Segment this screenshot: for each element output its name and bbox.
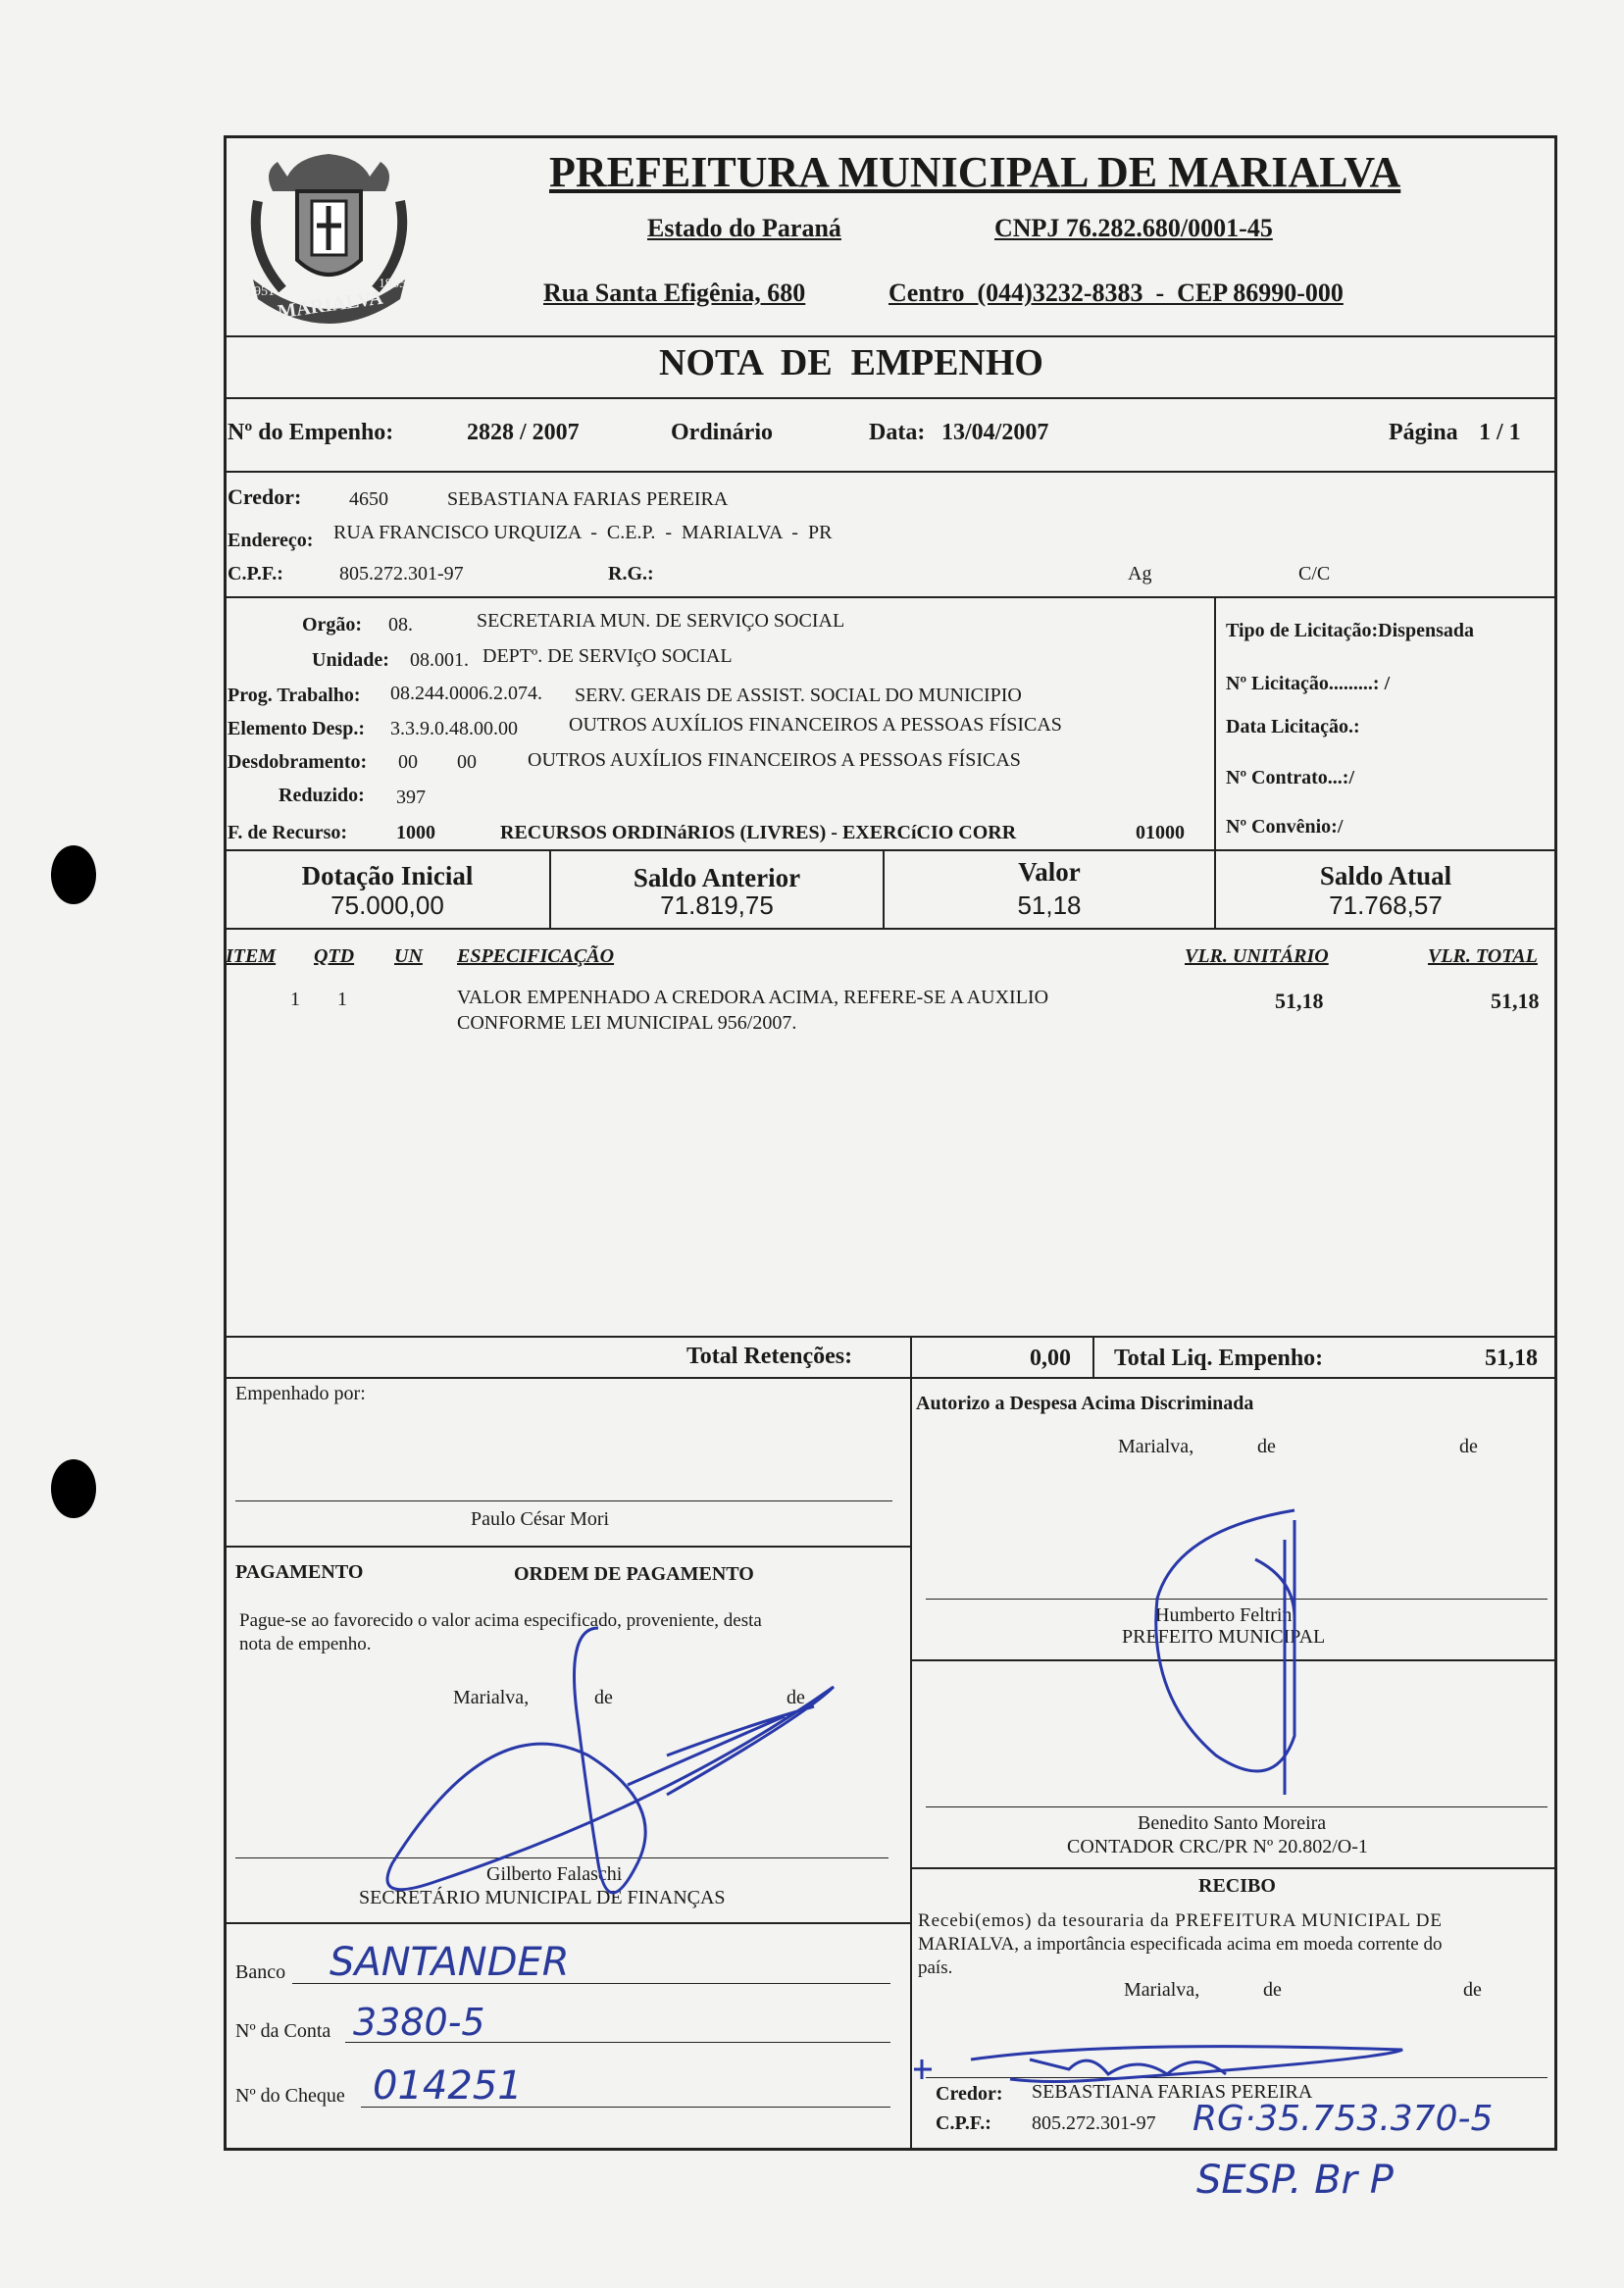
recibo-city: Marialva, bbox=[1124, 1979, 1200, 2001]
col-vlr-total: VLR. TOTAL bbox=[1428, 945, 1538, 967]
credor-address: RUA FRANCISCO URQUIZA - C.E.P. - MARIALVA - PR bbox=[333, 522, 833, 543]
header-state: Estado do Paraná bbox=[647, 214, 841, 242]
row-desc-line2: CONFORME LEI MUNICIPAL 956/2007. bbox=[457, 1012, 797, 1034]
recibo-cpf: 805.272.301-97 bbox=[1032, 2112, 1156, 2134]
reduzido-value: 397 bbox=[396, 787, 426, 808]
saldo-anterior-label: Saldo Anterior bbox=[633, 863, 801, 892]
credor-label: Credor: bbox=[228, 484, 302, 509]
licitacao-data: Data Licitação.: bbox=[1226, 716, 1360, 737]
banco-value: SANTANDER bbox=[330, 1940, 570, 1985]
empenhado-name: Paulo César Mori bbox=[471, 1508, 610, 1530]
secretario-signature-icon bbox=[373, 1608, 863, 1922]
licitacao-numero: Nº Licitação.........: / bbox=[1226, 673, 1391, 694]
page-number-label: Página bbox=[1389, 420, 1458, 445]
punch-hole-top bbox=[51, 845, 96, 904]
pagamento-city: Marialva, bbox=[453, 1687, 530, 1708]
row-item: 1 bbox=[290, 989, 300, 1010]
desdobramento-code-1: 00 bbox=[398, 751, 418, 773]
col-item: ITEM bbox=[226, 945, 277, 967]
saldo-atual-label: Saldo Atual bbox=[1319, 861, 1452, 890]
conta-label: Nº da Conta bbox=[235, 2020, 331, 2042]
unidade-code: 08.001. bbox=[410, 649, 469, 671]
prefeito-signature-icon bbox=[1138, 1500, 1334, 1805]
credor-cpf-label: C.P.F.: bbox=[228, 563, 283, 585]
dotacao-value: 75.000,00 bbox=[330, 890, 444, 920]
pagamento-text-1: Pague-se ao favorecido o valor acima especificado, proveniente, desta bbox=[239, 1610, 762, 1631]
total-retencoes-label: Total Retenções: bbox=[686, 1344, 853, 1369]
pagamento-label: PAGAMENTO bbox=[235, 1561, 364, 1583]
col-qtd: QTD bbox=[314, 945, 355, 967]
row-vlr-unitario: 51,18 bbox=[1275, 989, 1324, 1013]
recibo-rg-handwritten: RG·35.753.370-5 bbox=[1193, 2099, 1494, 2139]
header-cnpj: CNPJ 76.282.680/0001-45 bbox=[994, 214, 1273, 242]
secretario-name: Gilberto Falaschi bbox=[486, 1863, 623, 1885]
recibo-text-2: MARIALVA, a importância especificada acima em moeda corrente do bbox=[918, 1934, 1443, 1955]
credor-address-label: Endereço: bbox=[228, 530, 314, 551]
credor-cc-label: C/C bbox=[1298, 563, 1331, 585]
licitacao-convenio: Nº Convênio:/ bbox=[1226, 816, 1344, 838]
autorizo-de-2: de bbox=[1459, 1436, 1478, 1457]
empenho-date-label: Data: bbox=[869, 420, 926, 445]
unidade-label: Unidade: bbox=[312, 649, 389, 671]
prog-label: Prog. Trabalho: bbox=[228, 685, 361, 706]
orgao-name: SECRETARIA MUN. DE SERVIÇO SOCIAL bbox=[477, 610, 845, 632]
empenho-number: 2828 / 2007 bbox=[467, 420, 580, 445]
recibo-cpf-label: C.P.F.: bbox=[936, 2112, 991, 2134]
col-vlr-unitario: VLR. UNITÁRIO bbox=[1185, 945, 1329, 967]
autorizo-label: Autorizo a Despesa Acima Discriminada bbox=[916, 1393, 1254, 1414]
page-number: 1 / 1 bbox=[1479, 420, 1521, 445]
punch-hole-bottom bbox=[51, 1459, 96, 1518]
contador-name: Benedito Santo Moreira bbox=[1138, 1812, 1327, 1834]
saldo-atual-value: 71.768,57 bbox=[1329, 890, 1443, 920]
recurso-label: F. de Recurso: bbox=[228, 822, 348, 843]
cheque-value: 014251 bbox=[373, 2063, 523, 2109]
empenho-number-label: Nº do Empenho: bbox=[228, 420, 394, 445]
desdobramento-name: OUTROS AUXÍLIOS FINANCEIROS A PESSOAS FÍSICAS bbox=[528, 749, 1021, 771]
valor-label: Valor bbox=[1018, 857, 1081, 887]
prog-code: 08.244.0006.2.074. bbox=[390, 683, 542, 704]
credor-ag-label: Ag bbox=[1128, 563, 1152, 585]
empenho-date: 13/04/2007 bbox=[941, 420, 1049, 445]
row-qtd: 1 bbox=[337, 989, 347, 1010]
credor-signature-icon bbox=[912, 2020, 1422, 2089]
header-contact: Centro (044)3232-8383 - CEP 86990-000 bbox=[888, 279, 1344, 307]
orgao-code: 08. bbox=[388, 614, 413, 636]
reduzido-label: Reduzido: bbox=[279, 785, 365, 806]
desdobramento-code-2: 00 bbox=[457, 751, 477, 773]
total-liquido-value: 51,18 bbox=[1485, 1346, 1538, 1371]
cheque-label: Nº do Cheque bbox=[235, 2085, 345, 2107]
elemento-label: Elemento Desp.: bbox=[228, 718, 365, 739]
valor-value: 51,18 bbox=[1017, 890, 1082, 920]
banco-label: Banco bbox=[235, 1961, 286, 1983]
autorizo-city: Marialva, bbox=[1118, 1436, 1194, 1457]
contador-title: CONTADOR CRC/PR Nº 20.802/O-1 bbox=[1067, 1836, 1368, 1857]
seal-year-right: 1955 bbox=[379, 277, 406, 291]
saldo-anterior-value: 71.819,75 bbox=[660, 890, 774, 920]
recibo-text-1: Recebi(emos) da tesouraria da PREFEITURA MUNICIPAL DE bbox=[918, 1910, 1443, 1931]
seal-text: MARIALVA bbox=[276, 286, 384, 324]
credor-cpf: 805.272.301-97 bbox=[339, 563, 464, 585]
row-vlr-total: 51,18 bbox=[1491, 989, 1540, 1013]
prefeito-name: Humberto Feltrin bbox=[1155, 1604, 1293, 1626]
empenhado-label: Empenhado por: bbox=[235, 1383, 366, 1404]
credor-rg-label: R.G.: bbox=[608, 563, 654, 585]
orgao-label: Orgão: bbox=[302, 614, 363, 636]
seal-year-left: 1951 bbox=[247, 284, 275, 299]
conta-value: 3380-5 bbox=[353, 2001, 485, 2044]
recibo-text-3: país. bbox=[918, 1958, 953, 1978]
elemento-name: OUTROS AUXÍLIOS FINANCEIROS A PESSOAS FÍSICAS bbox=[569, 714, 1062, 736]
row-desc-line1: VALOR EMPENHADO A CREDORA ACIMA, REFERE-SE A AUXILIO bbox=[457, 987, 1049, 1008]
recibo-label: RECIBO bbox=[1198, 1875, 1276, 1897]
prefeito-title: PREFEITO MUNICIPAL bbox=[1122, 1626, 1326, 1648]
recurso-code: 1000 bbox=[396, 822, 435, 843]
licitacao-contrato: Nº Contrato...:/ bbox=[1226, 767, 1355, 788]
credor-code: 4650 bbox=[349, 488, 388, 510]
pagamento-de-2: de bbox=[787, 1687, 805, 1708]
total-liquido-label: Total Liq. Empenho: bbox=[1114, 1346, 1324, 1371]
page-title: PREFEITURA MUNICIPAL DE MARIALVA bbox=[549, 148, 1401, 196]
pagamento-text-2: nota de empenho. bbox=[239, 1634, 372, 1654]
prog-name: SERV. GERAIS DE ASSIST. SOCIAL DO MUNICIPIO bbox=[575, 685, 1022, 706]
autorizo-de-1: de bbox=[1257, 1436, 1276, 1457]
document-title: NOTA DE EMPENHO bbox=[659, 342, 1043, 383]
col-un: UN bbox=[394, 945, 423, 967]
recurso-code-2: 01000 bbox=[1136, 822, 1185, 843]
desdobramento-label: Desdobramento: bbox=[228, 751, 368, 773]
licitacao-tipo: Tipo de Licitação:Dispensada bbox=[1226, 620, 1474, 641]
dotacao-label: Dotação Inicial bbox=[301, 861, 474, 890]
header-address: Rua Santa Efigênia, 680 bbox=[543, 279, 806, 307]
secretario-title: SECRETÁRIO MUNICIPAL DE FINANÇAS bbox=[359, 1887, 726, 1908]
ordem-pagamento-label: ORDEM DE PAGAMENTO bbox=[514, 1563, 754, 1585]
unidade-name: DEPTº. DE SERVIçO SOCIAL bbox=[482, 645, 733, 667]
recibo-credor-label: Credor: bbox=[936, 2083, 1003, 2105]
total-retencoes-value: 0,00 bbox=[1030, 1346, 1071, 1371]
elemento-code: 3.3.9.0.48.00.00 bbox=[390, 718, 518, 739]
empenho-type: Ordinário bbox=[671, 420, 774, 445]
recibo-de-2: de bbox=[1463, 1979, 1482, 2001]
footer-handwritten-note: SESP. Br P bbox=[1196, 2158, 1394, 2203]
recurso-name: RECURSOS ORDINáRIOS (LIVRES) - EXERCíCIO CORR bbox=[500, 822, 1017, 843]
pagamento-de-1: de bbox=[594, 1687, 613, 1708]
recibo-de-1: de bbox=[1263, 1979, 1282, 2001]
col-especificacao: ESPECIFICAÇÃO bbox=[457, 945, 615, 967]
credor-name: SEBASTIANA FARIAS PEREIRA bbox=[447, 488, 729, 510]
recibo-credor-name: SEBASTIANA FARIAS PEREIRA bbox=[1032, 2081, 1313, 2103]
